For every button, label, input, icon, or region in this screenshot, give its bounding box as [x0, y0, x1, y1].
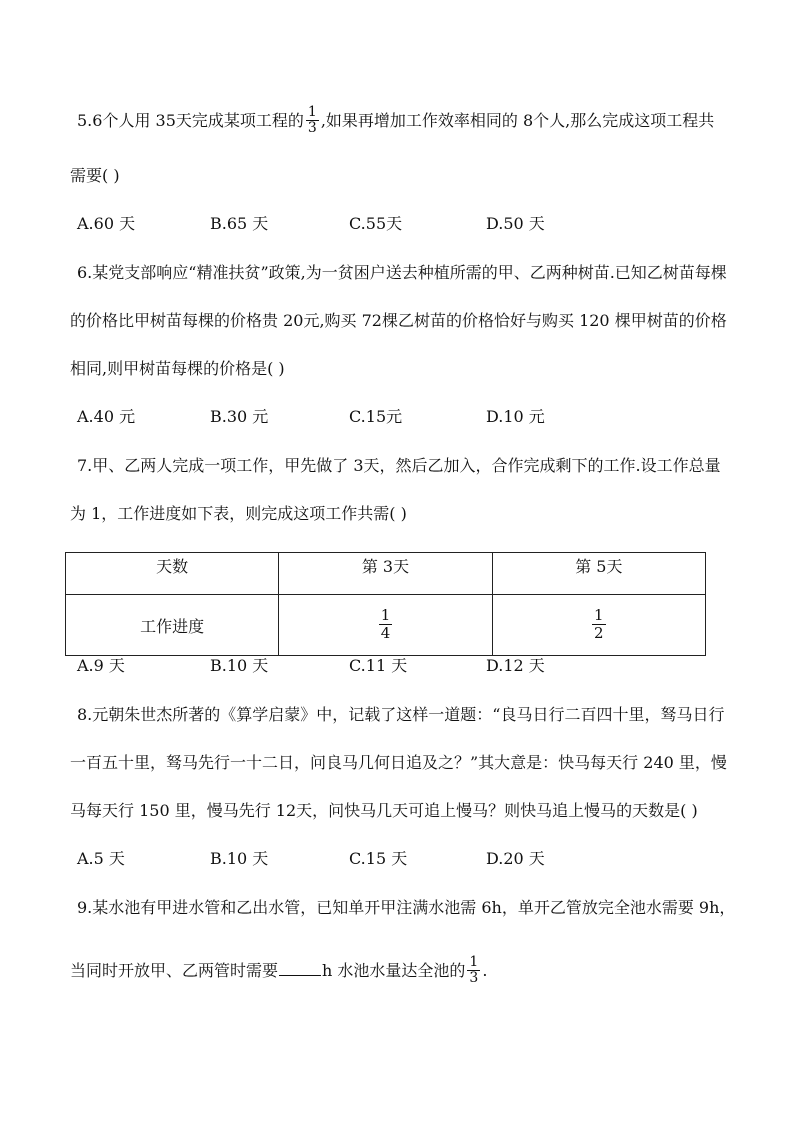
table-header-day5: 第 5天 [492, 553, 705, 595]
q6-option-d[interactable]: D.10 元 [486, 407, 545, 426]
q8-option-a[interactable]: A.5 天 [77, 849, 125, 868]
progress-fraction-day5: $\frac{1}{2}$ [594, 605, 604, 642]
q6-line2: 的价格比甲树苗每棵的价格贵 20元,购买 72棵乙树苗的价格恰好与购买 120 棵甲树苗的价格 [70, 311, 727, 330]
q7-option-b[interactable]: B.10 天 [210, 656, 269, 675]
q7-line1: 7.甲、乙两人完成一项工作，甲先做了 3天，然后乙加入，合作完成剩下的工作.设工作总量 [77, 456, 721, 475]
q9-line1: 9.某水池有甲进水管和乙出水管，已知单开甲注满水池需 6h，单开乙管放完全池水需要 9h， [77, 898, 736, 917]
q8-option-b[interactable]: B.10 天 [210, 849, 269, 868]
q7-line2: 为 1，工作进度如下表，则完成这项工作共需( ) [70, 504, 407, 523]
q5-fraction: $\frac{1}{3}$ [307, 104, 317, 136]
q6-options [77, 407, 637, 427]
q5-text-after: ,如果再增加工作效率相同的 8个人,那么完成这项工程共 [320, 111, 715, 130]
q6-option-c[interactable]: C.15元 [349, 407, 403, 426]
q5-text-before: 5.6个人用 35天完成某项工程的 [77, 111, 304, 130]
table-header-row [66, 553, 706, 595]
q5-option-d[interactable]: D.50 天 [486, 214, 545, 233]
work-progress-table [65, 552, 706, 656]
q5-option-c[interactable]: C.55天 [349, 214, 403, 233]
progress-fraction-day3: $\frac{1}{4}$ [380, 605, 391, 642]
table-cell-day5 [492, 595, 705, 656]
q9-answer-blank[interactable] [279, 961, 321, 976]
q6-line3: 相同,则甲树苗每棵的价格是( ) [70, 359, 285, 378]
table-header-days: 天数 [66, 553, 279, 595]
q5-option-b[interactable]: B.65 天 [210, 214, 269, 233]
q6-line1: 6.某党支部响应“精准扶贫”政策,为一贫困户送去种植所需的甲、乙两种树苗.已知乙树苗每棵 [77, 263, 727, 282]
q6-option-b[interactable]: B.30 元 [210, 407, 269, 426]
q9-text-end: . [482, 961, 488, 980]
q9-text-before: 当同时开放甲、乙两管时需要 [70, 961, 279, 980]
q8-option-d[interactable]: D.20 天 [486, 849, 545, 868]
q6-option-a[interactable]: A.40 元 [77, 407, 136, 426]
table-row-label: 工作进度 [66, 595, 279, 656]
table-header-day3: 第 3天 [279, 553, 492, 595]
q9-fraction: $\frac{1}{3}$ [469, 954, 479, 986]
q9-line2 [70, 956, 487, 987]
q8-line2: 一百五十里，驽马先行一十二日，问良马几何日追及之？”其大意是：快马每天行 240 里，慢 [70, 753, 727, 772]
q7-option-c[interactable]: C.11 天 [349, 656, 408, 675]
q9-text-after: h 水池水量达全池的 [322, 961, 466, 980]
q8-option-c[interactable]: C.15 天 [349, 849, 408, 868]
q5-line2: 需要( ) [70, 166, 120, 185]
q5-options [77, 214, 637, 234]
q5-line1 [77, 106, 714, 137]
q5-option-a[interactable]: A.60 天 [77, 214, 136, 233]
q7-options [77, 656, 637, 676]
q8-line3: 马每天行 150 里，慢马先行 12天，问快马几天可追上慢马？则快马追上慢马的天数是( ) [70, 801, 698, 820]
table-row [66, 595, 706, 656]
q7-option-d[interactable]: D.12 天 [486, 656, 545, 675]
q8-options [77, 849, 637, 869]
q8-line1: 8.元朝朱世杰所著的《算学启蒙》中，记载了这样一道题：“良马日行二百四十里，驽马日行 [77, 705, 725, 724]
q7-option-a[interactable]: A.9 天 [77, 656, 125, 675]
table-cell-day3 [279, 595, 492, 656]
